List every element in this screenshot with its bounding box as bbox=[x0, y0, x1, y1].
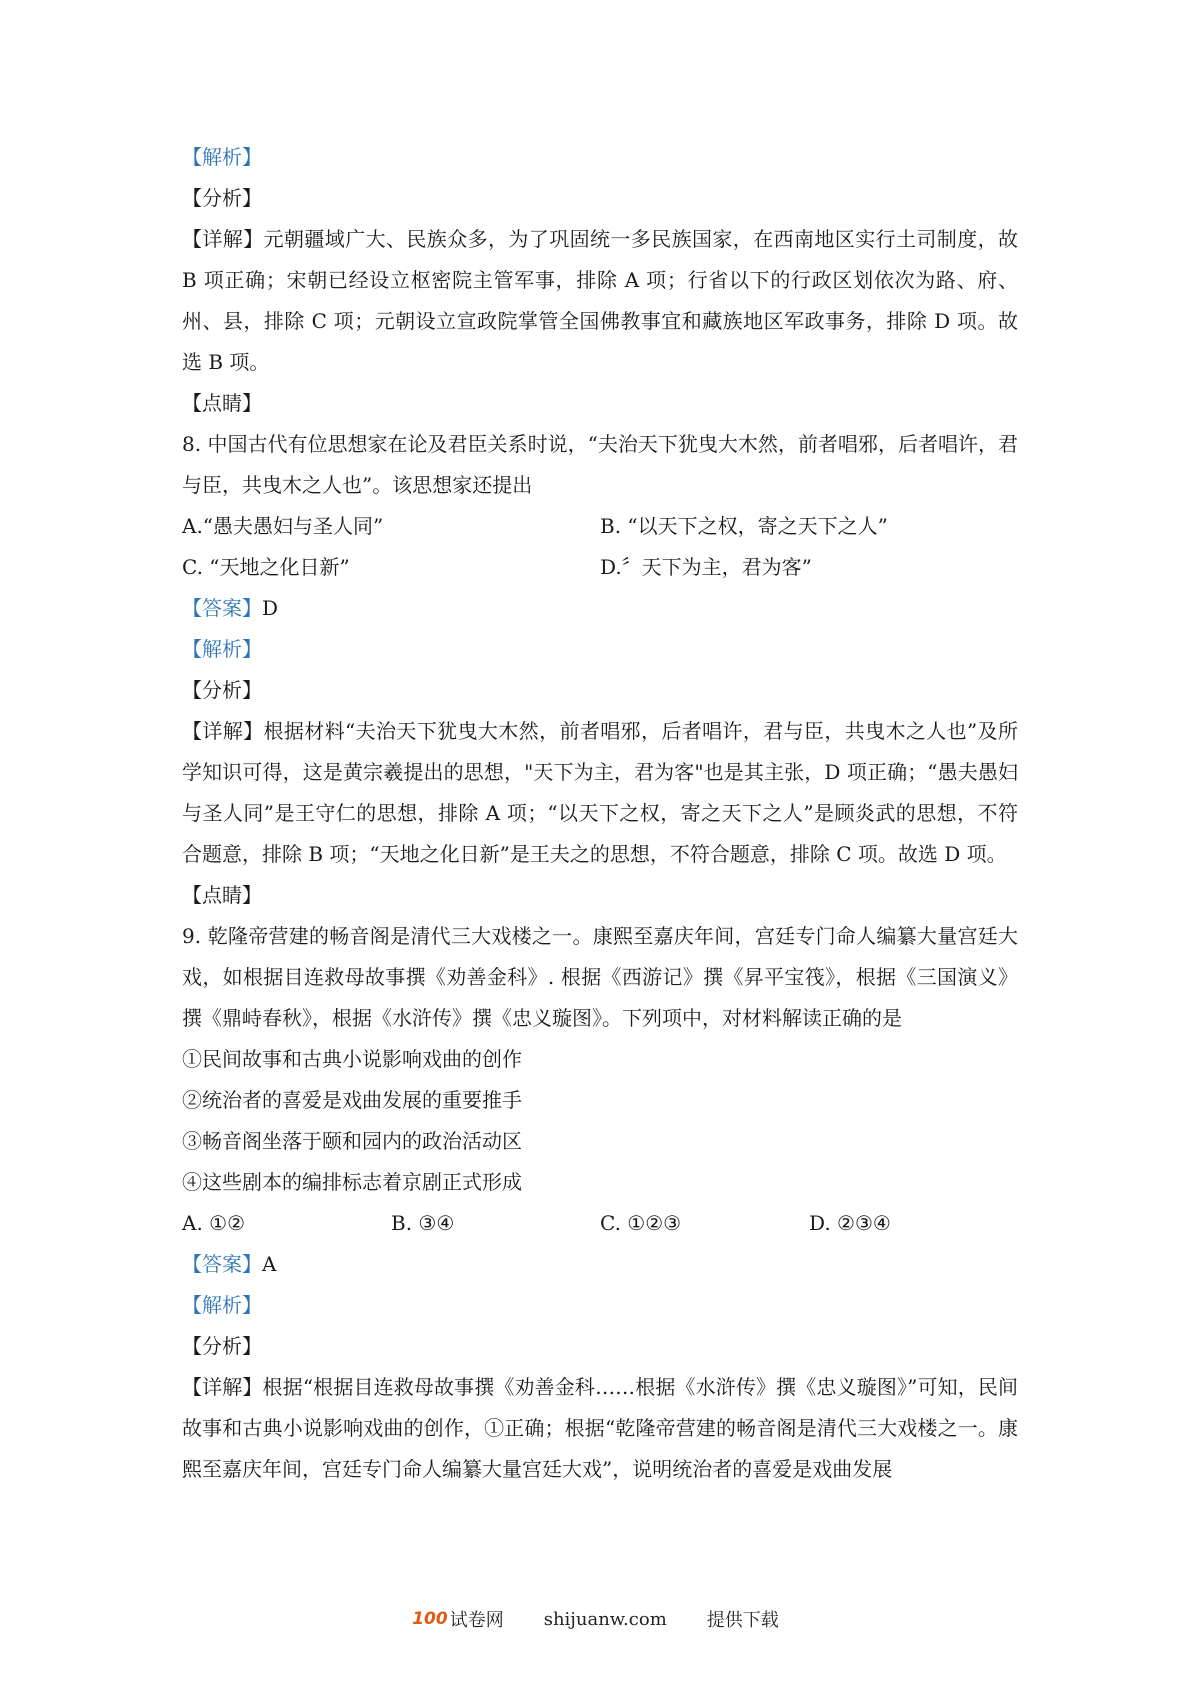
question-8-option-b: B. “以天下之权，寄之天下之人” bbox=[600, 514, 888, 538]
site-url: shijuanw.com bbox=[543, 1608, 667, 1630]
question-8-fenxi: 【分析】 bbox=[182, 678, 262, 702]
detail-tag: 【详解】 bbox=[182, 719, 264, 743]
jiexi-label: 【解析】 bbox=[182, 145, 262, 169]
question-9-statement-1: ①民间故事和古典小说影响戏曲的创作 bbox=[182, 1047, 522, 1071]
logo-number: 100 bbox=[412, 1609, 448, 1629]
question-9-option-b: B. ③④ bbox=[391, 1211, 455, 1235]
question-9-options-row bbox=[182, 1203, 1018, 1244]
question-9-statement-3: ③畅音阁坐落于颐和园内的政治活动区 bbox=[182, 1129, 522, 1153]
question-9-fenxi: 【分析】 bbox=[182, 1334, 262, 1358]
question-8-answer bbox=[182, 588, 1018, 629]
detail-text: 根据“根据目连救母故事撰《劝善金科……根据《水浒传》撰《忠义璇图》”可知，民间故事和古典小说影响戏曲的创作，①正确；根据“乾隆帝营建的畅音阁是清代三大戏楼之一。康熙至嘉庆年间，宫廷专门命人编纂大量宫廷大戏”，说明统治者的喜爱是戏曲发展 bbox=[182, 1375, 1019, 1481]
detail-tag: 【详解】 bbox=[182, 1375, 263, 1399]
site-logo bbox=[412, 1606, 504, 1632]
question-8-option-d: D.〞天下为主，君为客” bbox=[600, 555, 812, 579]
question-9-jiexi: 【解析】 bbox=[182, 1293, 262, 1317]
answer-value: D bbox=[262, 596, 279, 620]
question-8-options-row-1 bbox=[182, 506, 1018, 547]
logo-text: 试卷网 bbox=[449, 1610, 504, 1631]
detail-text: 根据材料“夫治天下犹曳大木然，前者唱邪，后者唱许，君与臣，共曳木之人也”及所学知识可得，这是黄宗羲提出的思想，"天下为主，君为客"也是其主张，D 项正确；“愚夫愚妇与圣人同”是王守仁的思想，排除 A 项；“以天下之权，寄之天下之人”是顾炎武的思想，不符合题意，排除 B 项；“天地之化日新”是王夫之的思想，不符合题意，排除 C 项。故选 D 项。 bbox=[182, 719, 1019, 866]
question-9-detail bbox=[182, 1367, 1018, 1490]
fenxi-label: 【分析】 bbox=[182, 186, 262, 210]
question-9-statement-4: ④这些剧本的编排标志着京剧正式形成 bbox=[182, 1170, 522, 1194]
question-8-dianjing: 【点睛】 bbox=[182, 883, 262, 907]
question-9-statement-2: ②统治者的喜爱是戏曲发展的重要推手 bbox=[182, 1088, 522, 1112]
question-9-stem: 9. 乾隆帝营建的畅音阁是清代三大戏楼之一。康熙至嘉庆年间，宫廷专门命人编纂大量宫廷大戏，如根据目连救母故事撰《劝善金科》. 根据《西游记》撰《昇平宝筏》，根据《三国演义》撰《鼎峙春秋》，根据《水浒传》撰《忠义璇图》。下列项中，对材料解读正确的是 bbox=[182, 924, 1018, 1030]
question-8-jiexi: 【解析】 bbox=[182, 637, 262, 661]
question-8-stem: 8. 中国古代有位思想家在论及君臣关系时说，“夫治天下犹曳大木然，前者唱邪，后者唱许，君与臣，共曳木之人也”。该思想家还提出 bbox=[182, 432, 1018, 497]
question-8-options-row-2 bbox=[182, 547, 1018, 588]
answer-tag: 【答案】 bbox=[182, 1252, 262, 1276]
question-8-detail bbox=[182, 711, 1018, 875]
footer-slogan: 提供下载 bbox=[706, 1610, 779, 1631]
detail-paragraph-q7: 【详解】元朝疆域广大、民族众多，为了巩固统一多民族国家，在西南地区实行土司制度，故 B 项正确；宋朝已经设立枢密院主管军事，排除 A 项；行省以下的行政区划依次为路、府、州、县，排除 C 项；元朝设立宣政院掌管全国佛教事宜和藏族地区军政事务，排除 D 项。故选 B 项。 bbox=[182, 227, 1018, 374]
page-content bbox=[182, 137, 1018, 1490]
question-9-answer bbox=[182, 1244, 1018, 1285]
question-8-option-a: A.“愚夫愚妇与圣人同” bbox=[182, 514, 384, 538]
answer-value: A bbox=[262, 1252, 277, 1276]
page-footer bbox=[0, 1604, 1191, 1634]
question-8-option-c: C. “天地之化日新” bbox=[182, 555, 350, 579]
answer-tag: 【答案】 bbox=[182, 596, 262, 620]
question-9-option-a: A. ①② bbox=[182, 1211, 246, 1235]
question-9-option-c: C. ①②③ bbox=[600, 1211, 682, 1235]
question-9-option-d: D. ②③④ bbox=[809, 1211, 891, 1235]
dianjing-label: 【点睛】 bbox=[182, 391, 262, 415]
